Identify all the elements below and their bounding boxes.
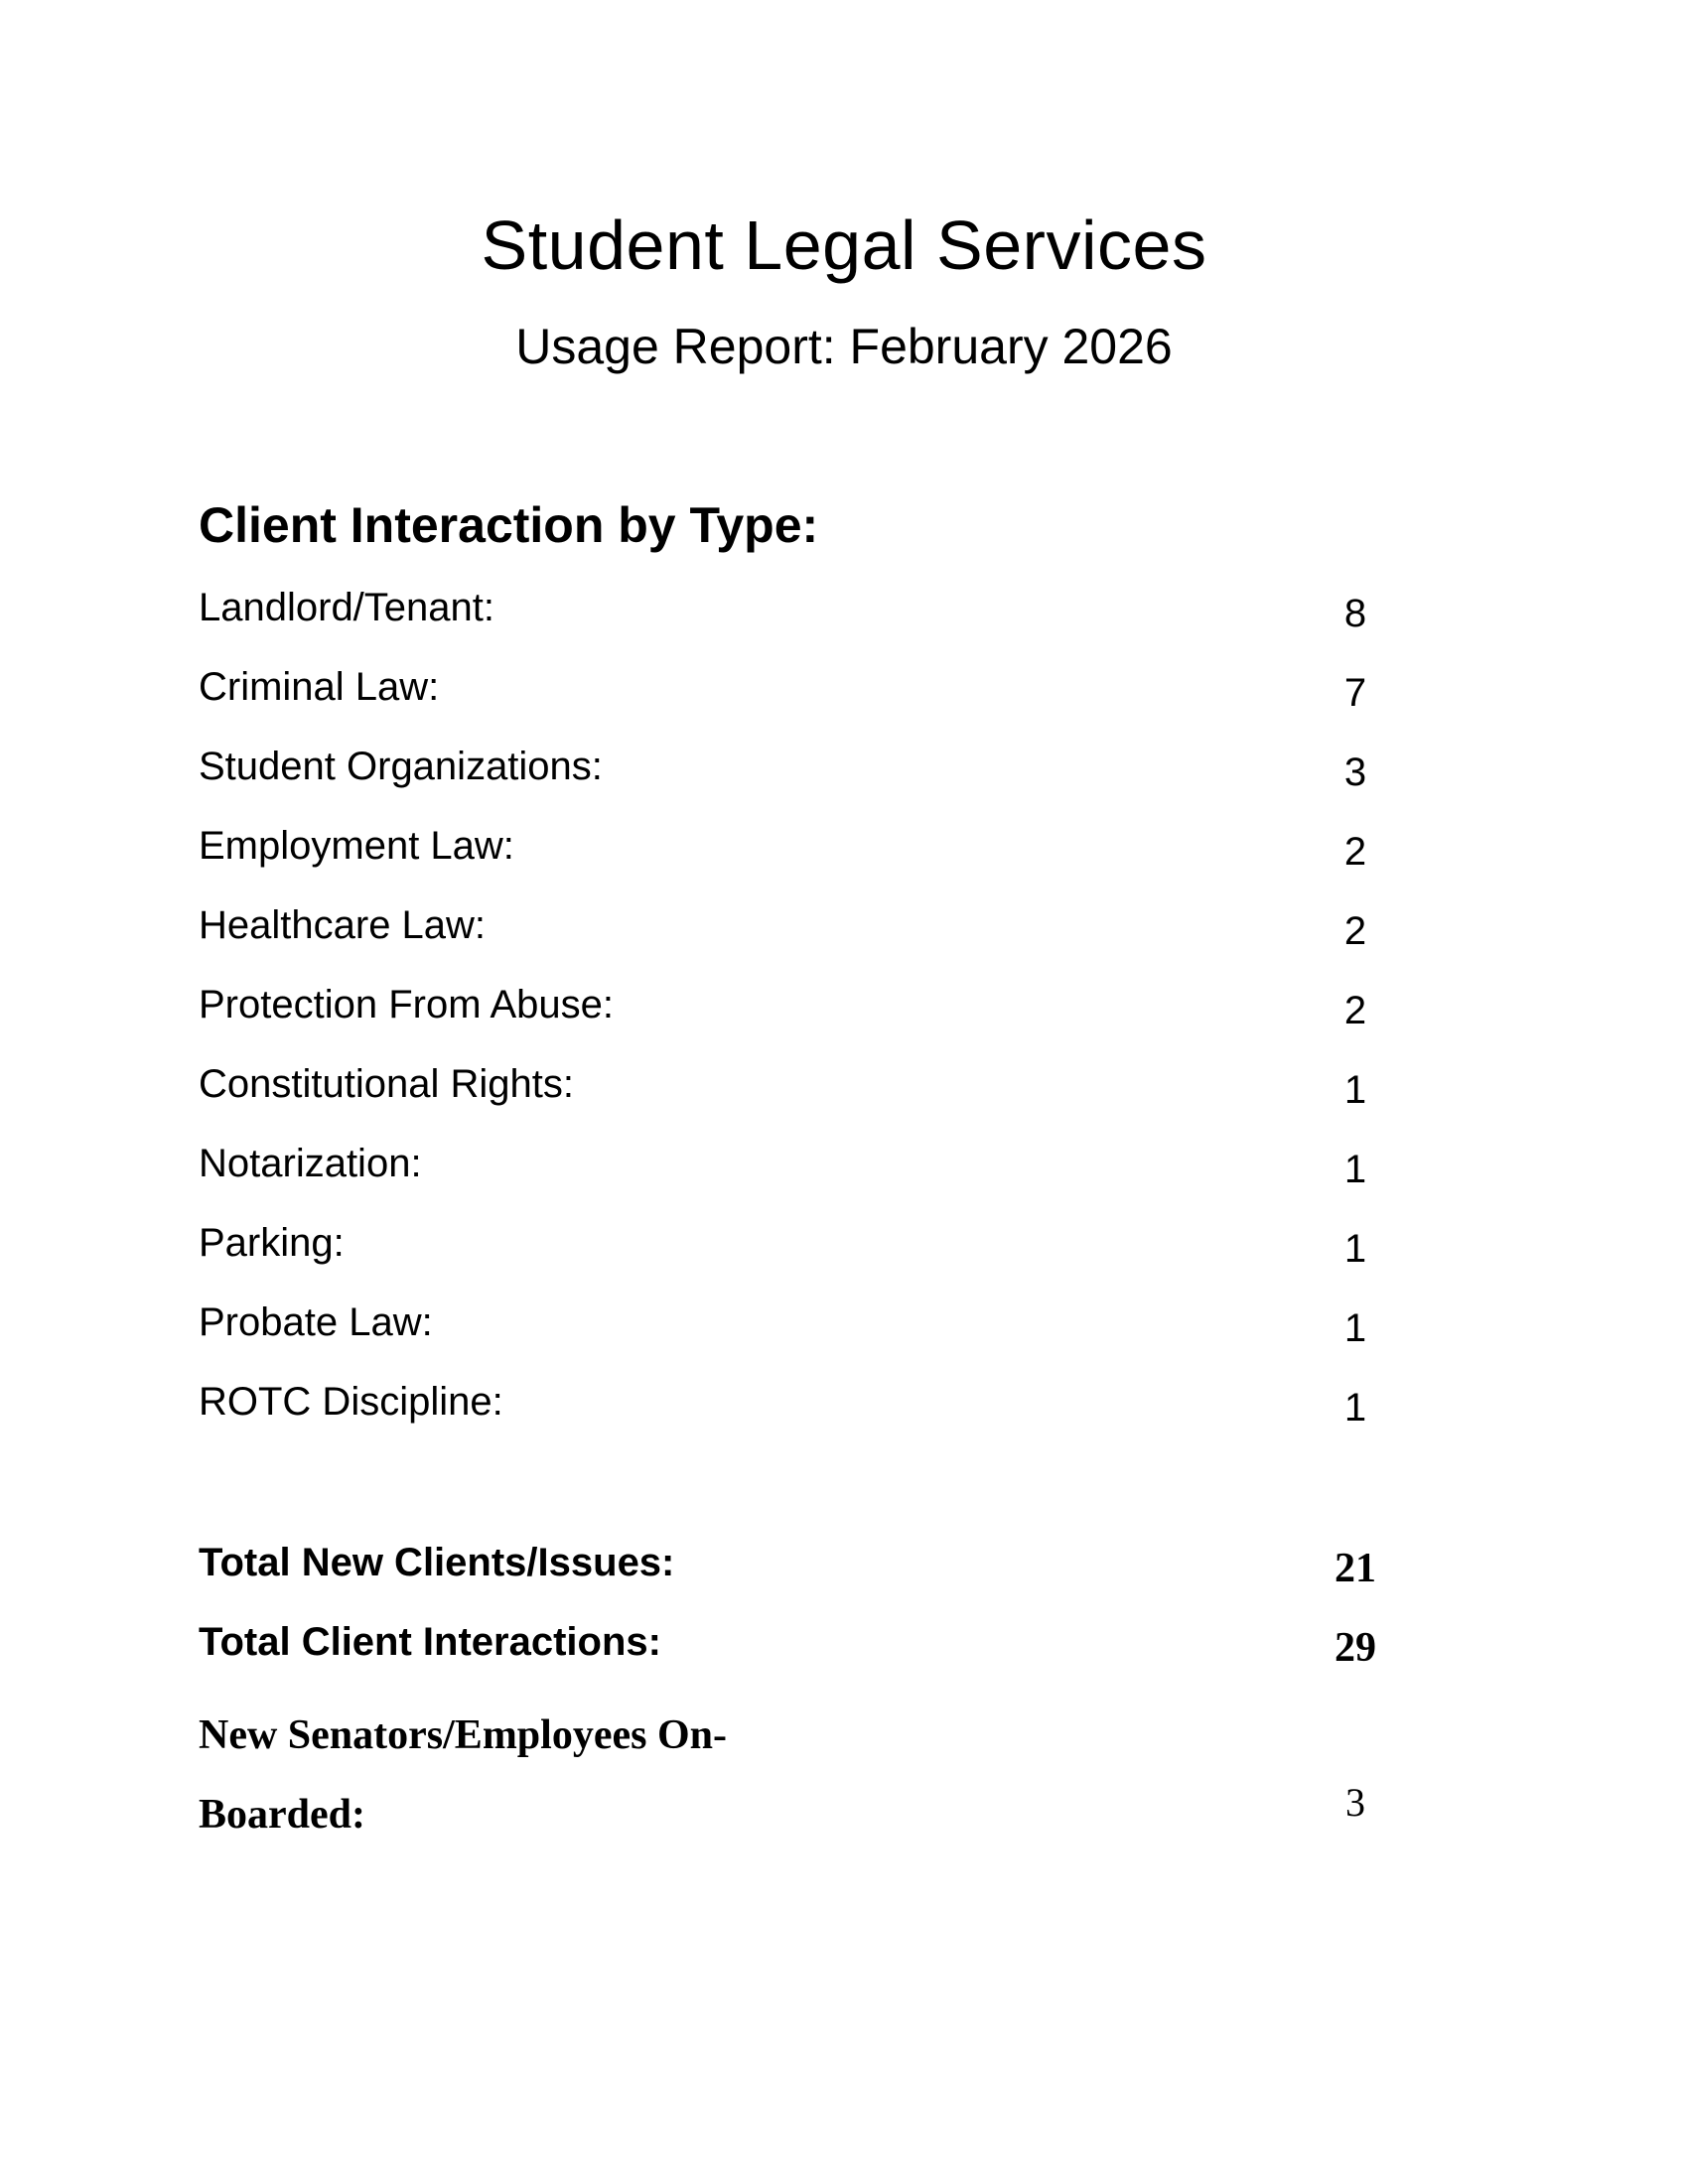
- list-item: [199, 977, 1390, 1056]
- total-interactions-label: Total Client Interactions:: [199, 1620, 661, 1664]
- item-label: ROTC Discipline:: [199, 1380, 503, 1424]
- list-item: [199, 818, 1390, 897]
- item-count: 2: [1343, 830, 1367, 874]
- item-count: 7: [1343, 671, 1367, 715]
- item-count: 1: [1343, 1148, 1367, 1191]
- total-interactions-value: 29: [1335, 1625, 1376, 1671]
- total-new-clients-value: 21: [1335, 1546, 1376, 1591]
- item-label: Probate Law:: [199, 1300, 433, 1344]
- section-heading: Client Interaction by Type:: [199, 497, 819, 553]
- total-new-clients-row: [199, 1535, 1390, 1614]
- list-item: [199, 1136, 1390, 1215]
- item-label: Landlord/Tenant:: [199, 586, 495, 629]
- total-interactions-row: [199, 1614, 1390, 1694]
- item-count: 8: [1343, 592, 1367, 635]
- item-count: 1: [1343, 1386, 1367, 1430]
- total-new-clients-label: Total New Clients/Issues:: [199, 1541, 675, 1584]
- item-count: 2: [1343, 909, 1367, 953]
- item-count: 3: [1343, 751, 1367, 794]
- page-subtitle: Usage Report: February 2026: [515, 319, 1173, 374]
- item-count: 1: [1343, 1306, 1367, 1350]
- item-label: Healthcare Law:: [199, 903, 487, 947]
- onboarded-value: 3: [1345, 1780, 1365, 1825]
- list-item: [199, 897, 1390, 977]
- onboarded-label: New Senators/Employees On-Boarded:: [199, 1712, 727, 1838]
- list-item: [199, 1295, 1390, 1374]
- item-label: Criminal Law:: [199, 665, 440, 709]
- list-item: [199, 739, 1390, 818]
- list-item: [199, 1215, 1390, 1295]
- onboarded-row: [199, 1696, 1390, 1854]
- item-count: 2: [1343, 989, 1367, 1032]
- list-item: [199, 580, 1390, 659]
- item-label: Employment Law:: [199, 824, 514, 868]
- item-label: Protection From Abuse:: [199, 983, 614, 1026]
- list-item: [199, 1056, 1390, 1136]
- list-item: [199, 1374, 1390, 1453]
- item-count: 1: [1343, 1227, 1367, 1271]
- item-label: Parking:: [199, 1221, 345, 1265]
- list-item: [199, 659, 1390, 739]
- item-label: Student Organizations:: [199, 745, 603, 788]
- item-count: 1: [1343, 1068, 1367, 1112]
- item-label: Constitutional Rights:: [199, 1062, 574, 1106]
- page-title: Student Legal Services: [481, 206, 1207, 284]
- item-label: Notarization:: [199, 1142, 422, 1185]
